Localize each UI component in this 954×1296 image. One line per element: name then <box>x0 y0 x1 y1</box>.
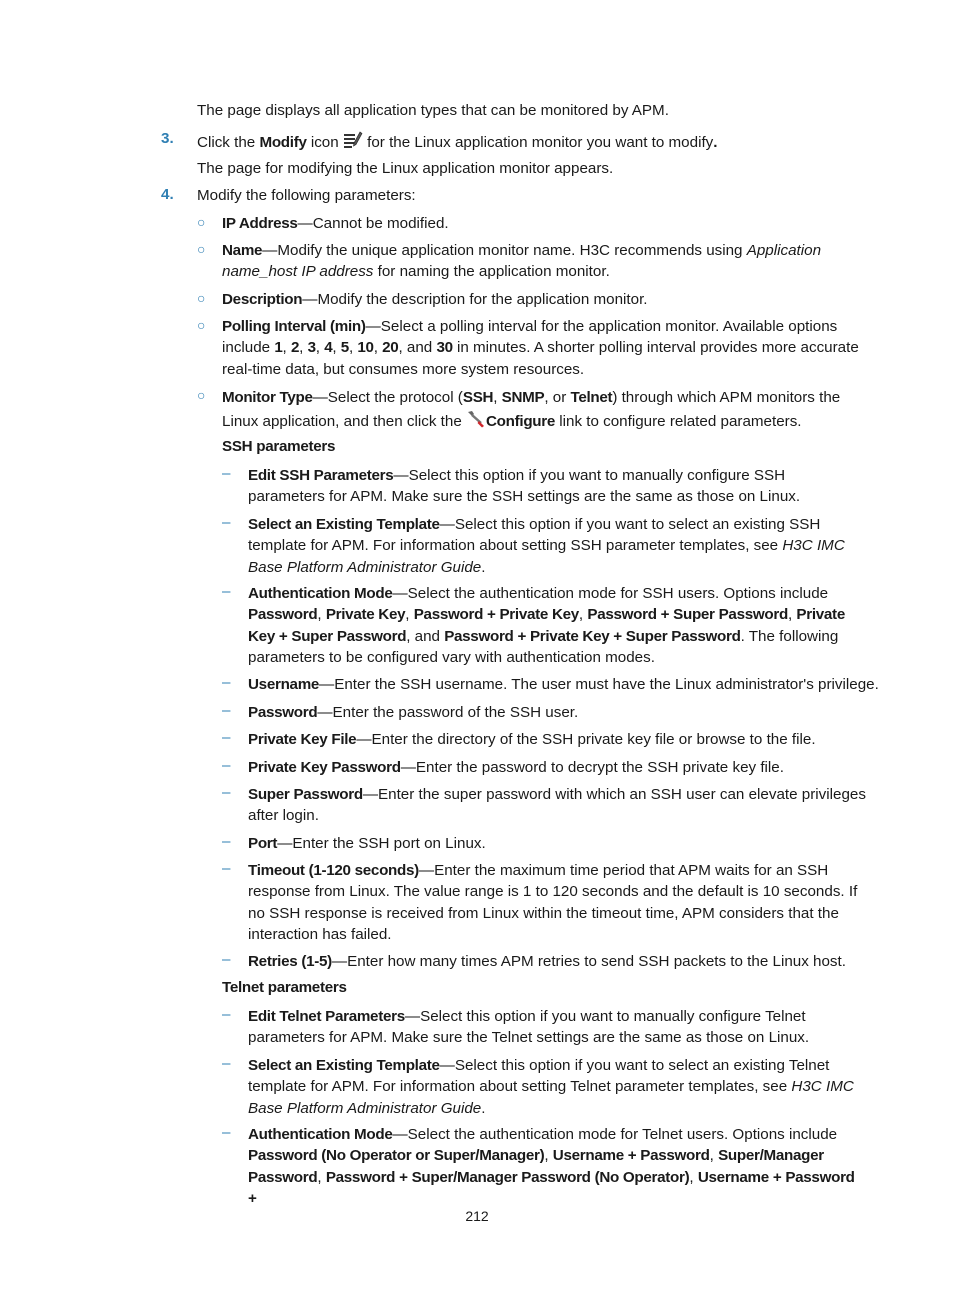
list-bullet: ○ <box>197 241 206 257</box>
ssh-edit: Edit SSH Parameters—Select this option if you want to manually configure SSH parameters for APM. Make sure the SSH settings are the same as those on Linux. <box>248 467 801 506</box>
list-dash: – <box>222 674 231 691</box>
ssh-heading: SSH parameters <box>222 438 336 455</box>
param-ip-address: IP Address—Cannot be modified. <box>222 215 449 232</box>
modify-icon <box>343 129 363 155</box>
list-dash: – <box>222 1055 231 1072</box>
list-bullet: ○ <box>197 214 206 230</box>
telnet-edit: Edit Telnet Parameters—Select this option if you want to manually configure Telnet parameters for APM. Make sure the Telnet settings are the same as those on Linux. <box>248 1008 810 1047</box>
ssh-timeout: Timeout (1-120 seconds)—Enter the maximum time period that APM waits for an SSH response from Linux. The value range is 1 to 120 seconds and the default is 10 seconds. If no SSH response is received from Linux within the timeout time, APM considers that the interaction has failed. <box>248 862 858 944</box>
ssh-port: Port—Enter the SSH port on Linux. <box>248 835 486 852</box>
step-number: 4. <box>161 186 174 203</box>
list-dash: – <box>222 702 231 719</box>
ssh-password: Password—Enter the password of the SSH user. <box>248 704 579 721</box>
list-dash: – <box>222 757 231 774</box>
intro-text: The page displays all application types that can be monitored by APM. <box>197 102 669 119</box>
ssh-super-password: Super Password—Enter the super password with which an SSH user can elevate privileges after login. <box>248 786 866 825</box>
param-name: Name—Modify the unique application monitor name. H3C recommends using Application name_host IP address for naming the application monitor. <box>222 242 822 281</box>
step-3-result: The page for modifying the Linux application monitor appears. <box>197 160 614 177</box>
step-number: 3. <box>161 130 174 147</box>
list-dash: – <box>222 1124 231 1141</box>
list-dash: – <box>222 784 231 801</box>
list-dash: – <box>222 833 231 850</box>
ssh-private-key-file: Private Key File—Enter the directory of the SSH private key file or browse to the file. <box>248 731 816 748</box>
ssh-template: Select an Existing Template—Select this option if you want to select an existing SSH template for APM. For information about setting SSH parameter templates, see H3C IMC Base Platform Administrator Guide. <box>248 516 845 576</box>
list-dash: – <box>222 1006 231 1023</box>
configure-link[interactable]: Configure <box>486 412 556 430</box>
list-dash: – <box>222 860 231 877</box>
telnet-auth-mode: Authentication Mode—Select the authentication mode for Telnet users. Options include Password (No Operator or Super/Manager), Username + Password, Super/Manager Password, Password + Super/Manager Password (No Operator), Username + Password + <box>248 1126 855 1208</box>
param-monitor-type: Monitor Type—Select the protocol (SSH, SNMP, or Telnet) through which APM monitors the Linux application, and then click the Configure link to configure related parameters. <box>222 386 862 435</box>
step-3-text: Click the Modify icon for the Linux application monitor you want to modify. <box>197 129 717 155</box>
list-dash: – <box>222 583 231 600</box>
step-4-text: Modify the following parameters: <box>197 187 416 204</box>
modify-term: Modify <box>259 134 307 151</box>
ssh-private-key-password: Private Key Password—Enter the password to decrypt the SSH private key file. <box>248 759 784 776</box>
list-bullet: ○ <box>197 387 206 403</box>
param-description: Description—Modify the description for the application monitor. <box>222 291 648 308</box>
ssh-retries: Retries (1-5)—Enter how many times APM retries to send SSH packets to the Linux host. <box>248 953 846 970</box>
telnet-heading: Telnet parameters <box>222 979 347 996</box>
page-number: 212 <box>465 1208 489 1224</box>
param-polling-interval: Polling Interval (min)—Select a polling interval for the application monitor. Available options include 1, 2, 3, 4, 5, 10, 20, and 30 in minutes. A shorter polling interval provides more accurate real-time data, but consumes more system resources. <box>222 318 859 378</box>
configure-wrench-icon <box>466 410 486 436</box>
ssh-auth-mode: Authentication Mode—Select the authentication mode for SSH users. Options include Password, Private Key, Password + Private Key, Password + Super Password, Private Key + Super Password, and Password + Private Key + Super Password. The following parameters to be configured vary with authentication modes. <box>248 585 845 667</box>
list-dash: – <box>222 514 231 531</box>
list-dash: – <box>222 729 231 746</box>
list-bullet: ○ <box>197 317 206 333</box>
list-dash: – <box>222 465 231 482</box>
list-bullet: ○ <box>197 290 206 306</box>
ssh-username: Username—Enter the SSH username. The user must have the Linux administrator's privilege. <box>248 676 879 693</box>
telnet-template: Select an Existing Template—Select this option if you want to select an existing Telnet template for APM. For information about setting Telnet parameter templates, see H3C IMC Base Platform Administrator Guide. <box>248 1057 854 1117</box>
list-dash: – <box>222 951 231 968</box>
